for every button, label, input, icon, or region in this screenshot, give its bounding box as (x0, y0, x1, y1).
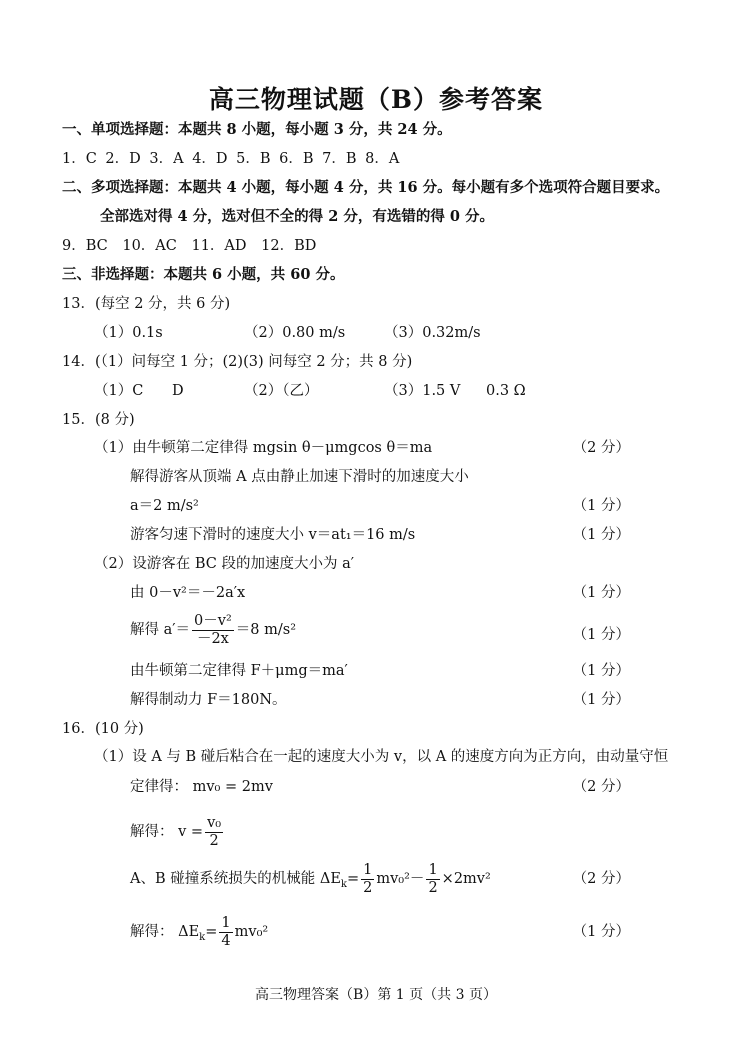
q16-line-2: 定律得： mv₀ = 2mv (130, 779, 273, 795)
q13-answer-1: （1）0.1s (94, 325, 163, 341)
q15-line-5: （2）设游客在 BC 段的加速度大小为 a′ (94, 556, 355, 572)
page-title: 高三物理试题（B）参考答案 (208, 85, 544, 114)
q15-score-1: （2 分） (572, 440, 630, 456)
q14-head: 14．(（1）问每空 1 分；(2)(3) 问每空 2 分；共 8 分) (62, 354, 413, 370)
q15-head: 15．(8 分) (62, 412, 135, 428)
q16-score-1: （2 分） (572, 779, 630, 795)
q15-score-2: （1 分） (572, 498, 630, 514)
q14-answer-1b: D (172, 383, 184, 399)
q16-fraction-quarter: $\frac{1}{4}$ (221, 914, 231, 949)
q15-line-9: 解得制动力 F＝180N。 (130, 692, 287, 708)
q16-line-4: A、B 碰撞系统损失的机械能 $\Delta E_k=$ $\frac{1}{2}$ mv₀²－ $\frac{1}{2}$ ×2mv² (130, 861, 491, 896)
q13-answer-3: （3）0.32m/s (384, 325, 481, 341)
q15-line-1: （1）由牛顿第二定律得 mgsin θ－μmgcos θ＝ma (94, 440, 433, 456)
section1-heading: 一、单项选择题：本题共 8 小题，每小题 3 分，共 24 分。 (62, 121, 452, 138)
section2-answers: 9．BC 10．AC 11．AD 12．BD (62, 238, 317, 254)
page-footer: 高三物理答案（B）第 1 页（共 3 页） (255, 987, 497, 1003)
q15-fraction: $\frac{\text{0－v²}}{-2x}$ (194, 612, 232, 647)
q14-answer-3: （3）1.5 V (384, 383, 461, 399)
q15-score-3: （1 分） (572, 527, 630, 543)
q16-head: 16．(10 分) (62, 721, 144, 737)
q15-line-7: 解得 a′＝ $\frac{\text{0－v²}}{-2x}$ ＝8 m/s² (130, 612, 297, 647)
q15-score-5: （1 分） (572, 627, 630, 643)
q15-score-6: （1 分） (572, 663, 630, 679)
q14-answer-1: （1）C (94, 383, 144, 399)
q15-score-4: （1 分） (572, 585, 630, 601)
section1-answers: 1．C 2．D 3．A 4．D 5．B 6．B 7．B 8．A (62, 151, 400, 167)
q15-line-2: 解得游客从顶端 A 点由静止加速下滑时的加速度大小 (130, 469, 469, 485)
q13-answer-2: （2）0.80 m/s (244, 325, 346, 341)
q15-line-6: 由 0－v²＝－2a′x (130, 585, 246, 601)
section2-heading-cont: 全部选对得 4 分，选对但不全的得 2 分，有选错的得 0 分。 (100, 208, 495, 225)
q16-score-3: （1 分） (572, 924, 630, 940)
q16-fraction-v: $\frac{\text{v₀}}{2}$ (207, 814, 222, 849)
q15-line-4: 游客匀速下滑时的速度大小 v＝at₁＝16 m/s (130, 527, 416, 543)
q16-fraction-half-2: $\frac{1}{2}$ (428, 861, 438, 896)
q16-line-5: 解得： $\Delta E_k=$ $\frac{1}{4}$ mv₀² (130, 914, 269, 949)
q13-head: 13．(每空 2 分，共 6 分) (62, 296, 231, 312)
q15-score-7: （1 分） (572, 692, 630, 708)
q15-line-8: 由牛顿第二定律得 F＋μmg＝ma′ (130, 663, 348, 679)
q15-line-3: a＝2 m/s² (130, 498, 199, 514)
q16-score-2: （2 分） (572, 871, 630, 887)
q16-line-1: （1）设 A 与 B 碰后粘合在一起的速度大小为 v，以 A 的速度方向为正方向，由动量守恒 (94, 749, 669, 765)
q16-line-3: 解得： v = $\frac{\text{v₀}}{2}$ (130, 814, 222, 849)
section2-heading: 二、多项选择题：本题共 4 小题，每小题 4 分，共 16 分。每小题有多个选项符合题目要求。 (62, 179, 670, 196)
q14-answer-3b: 0.3 Ω (486, 383, 526, 399)
q14-answer-2: （2）（乙） (244, 383, 319, 399)
section3-heading: 三、非选择题：本题共 6 小题，共 60 分。 (62, 266, 345, 283)
q16-fraction-half-1: $\frac{1}{2}$ (363, 861, 373, 896)
